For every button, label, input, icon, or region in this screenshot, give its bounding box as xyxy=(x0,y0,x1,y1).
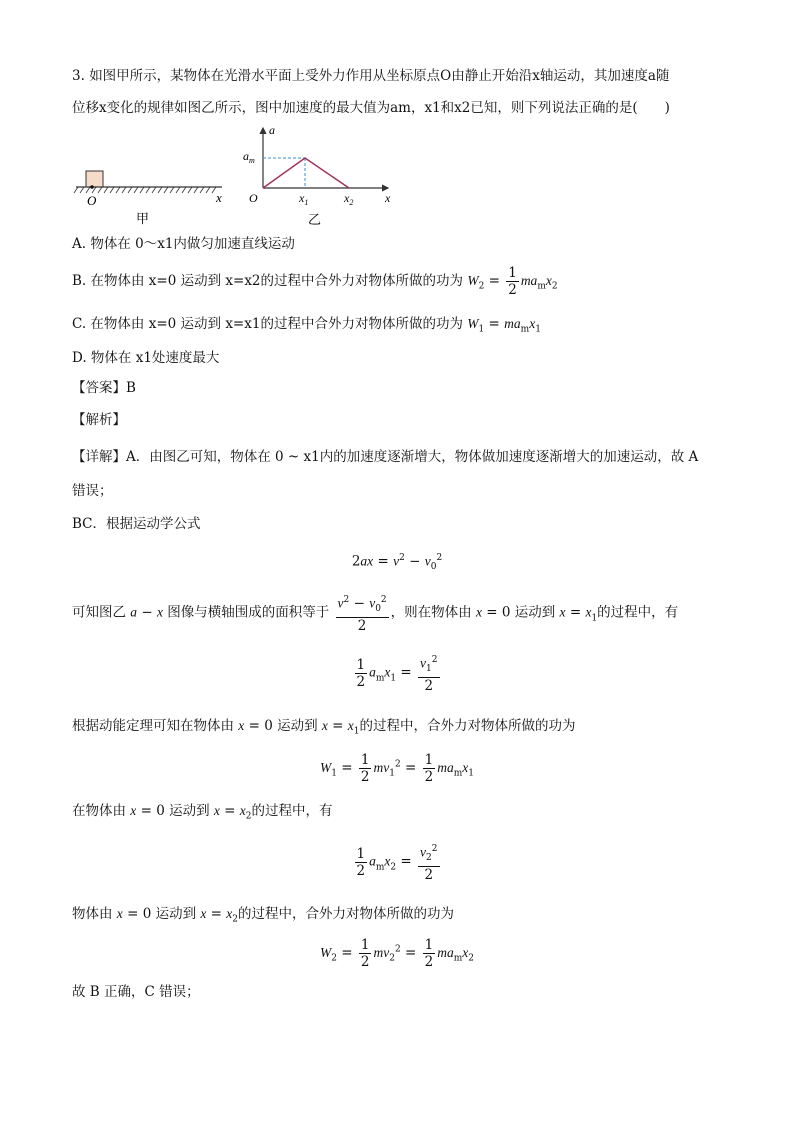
conclusion-text: 故 B 正确，C 错误； xyxy=(72,984,200,1000)
theorem-text-1: 根据动能定理可知在物体由 xyxy=(72,718,234,734)
stem-text-1: 如图甲所示，某物体在光滑水平面上受外力作用从坐标原点O由静止开始沿x轴运动，其加速度a随 xyxy=(89,68,670,84)
detail-a-line1: A．由图乙可知，物体在 0 ~ x1内的加速度逐渐增大，物体做加速度逐渐增大的加速运动，故 A xyxy=(126,449,699,465)
area-fraction: $\frac{v^2 - v_0^2}{2}$ xyxy=(336,592,389,634)
conclusion-line xyxy=(72,982,200,1002)
answer-value: B xyxy=(126,380,136,396)
option-d-text: D. 物体在 x1处速度最大 xyxy=(72,350,220,366)
area-text-2: 图像与横轴围成的面积等于 xyxy=(167,604,330,621)
option-c-formula: $W_1 = ma_mx_1$ xyxy=(467,316,541,335)
theorem-paragraph: 根据动能定理可知在物体由 x = 0 运动到 $x = x_1$的过程中，合外力对物体所做的功为 xyxy=(72,718,576,737)
option-b-formula: $W_2$ = $\frac{1}{2}$ $ma_mx_2$ xyxy=(467,265,558,298)
area-text-5: 的过程中，有 xyxy=(597,604,679,621)
x2-text-1: 在物体由 xyxy=(72,803,126,819)
x2-paragraph: 在物体由 x = 0 运动到 $x = x_2$的过程中，有 xyxy=(72,803,333,822)
area-text-4: 运动到 xyxy=(514,604,556,621)
option-c-text: C. 在物体由 x=0 运动到 x=x1的过程中合外力对物体所做的功为 xyxy=(72,316,463,332)
theorem-text-2: 运动到 xyxy=(277,718,318,734)
option-c xyxy=(72,314,541,340)
option-d xyxy=(72,348,219,368)
a-axis-label: a xyxy=(269,123,275,137)
equation-kinematics: $2ax = v^2 - v_0^2$ xyxy=(351,553,443,573)
option-a xyxy=(72,234,295,254)
jia-origin-label: O xyxy=(87,193,97,208)
analysis-label: 【解析】 xyxy=(72,412,126,428)
jia-axis-label: x xyxy=(216,190,222,205)
origin-dot xyxy=(90,185,94,189)
detail-a-line2: 错误； xyxy=(72,483,113,499)
bc-intro-text: BC．根据运动学公式 xyxy=(72,516,201,532)
jia-caption: 甲 xyxy=(136,211,150,226)
w2-text-2: 运动到 xyxy=(155,906,197,922)
acceleration-curve xyxy=(263,158,349,188)
question-number: 3. xyxy=(72,68,85,84)
theorem-text-3: 的过程中，合外力对物体所做的功为 xyxy=(359,718,576,734)
yi-caption: 乙 xyxy=(308,212,322,227)
equation-area-x2: $\frac{1}{2}$ $a_mx_2$ = $\frac{v_2^2}{2}$ xyxy=(0,841,794,883)
area-paragraph: 可知图乙 a − x 图像与横轴围成的面积等于 $\frac{v^2 - v_0^2}{2}$ ，则在物体由 x = 0 运动到 $x = x_1$的过程中，有 xyxy=(72,592,678,638)
equation-w1: $W_1$ = $\frac{1}{2}$ $mv_1^2$ = $\frac{1}{2}$ $ma_mx_1$ xyxy=(320,752,474,785)
w2-text-1: 物体由 xyxy=(72,906,113,922)
yi-axis-label: x xyxy=(385,191,391,205)
yi-origin-label: O xyxy=(249,191,258,205)
option-b xyxy=(72,262,558,306)
x2-text-2: 运动到 xyxy=(169,803,210,819)
x2-label: $x_2$ xyxy=(344,191,354,207)
option-a-text: A. 物体在 0～x1内做匀加速直线运动 xyxy=(72,236,295,252)
detail-line-2 xyxy=(72,481,113,501)
question-stem-line-2 xyxy=(72,98,670,118)
detail-bc-intro xyxy=(72,514,201,534)
answer-line xyxy=(72,378,136,398)
stem-text-2: 位移x变化的规律如图乙所示，图中加速度的最大值为am，x1和x2已知，则下列说法正确的是( ) xyxy=(72,100,670,116)
am-label: $a_m$ xyxy=(243,149,255,165)
detail-label: 【详解】 xyxy=(72,449,126,465)
block-object xyxy=(86,171,103,187)
w2-text-3: 的过程中，合外力对物体所做的功为 xyxy=(238,906,455,922)
answer-label: 【答案】 xyxy=(72,380,126,396)
detail-line-1 xyxy=(72,447,698,467)
x1-label: $x_1$ xyxy=(299,191,309,207)
option-b-text: B. 在物体由 x=0 运动到 x=x2的过程中合外力对物体所做的功为 xyxy=(72,273,464,289)
figure-jia xyxy=(70,165,240,230)
figure-yi xyxy=(240,120,400,232)
equation-area-x1: $\frac{1}{2}$ $a_mx_1$ = $\frac{v_1^2}{2}$ xyxy=(0,652,794,694)
analysis-line xyxy=(72,410,126,430)
question-stem-line-1 xyxy=(72,66,669,86)
area-text-3: ，则在物体由 xyxy=(390,604,472,621)
area-text-1: 可知图乙 xyxy=(72,604,126,621)
x2-text-3: 的过程中，有 xyxy=(251,803,333,819)
equation-w2: $W_2$ = $\frac{1}{2}$ $mv_2^2$ = $\frac{1}{2}$ $ma_mx_2$ xyxy=(320,937,474,970)
w2-paragraph: 物体由 x = 0 运动到 $x = x_2$的过程中，合外力对物体所做的功为 xyxy=(72,906,455,925)
